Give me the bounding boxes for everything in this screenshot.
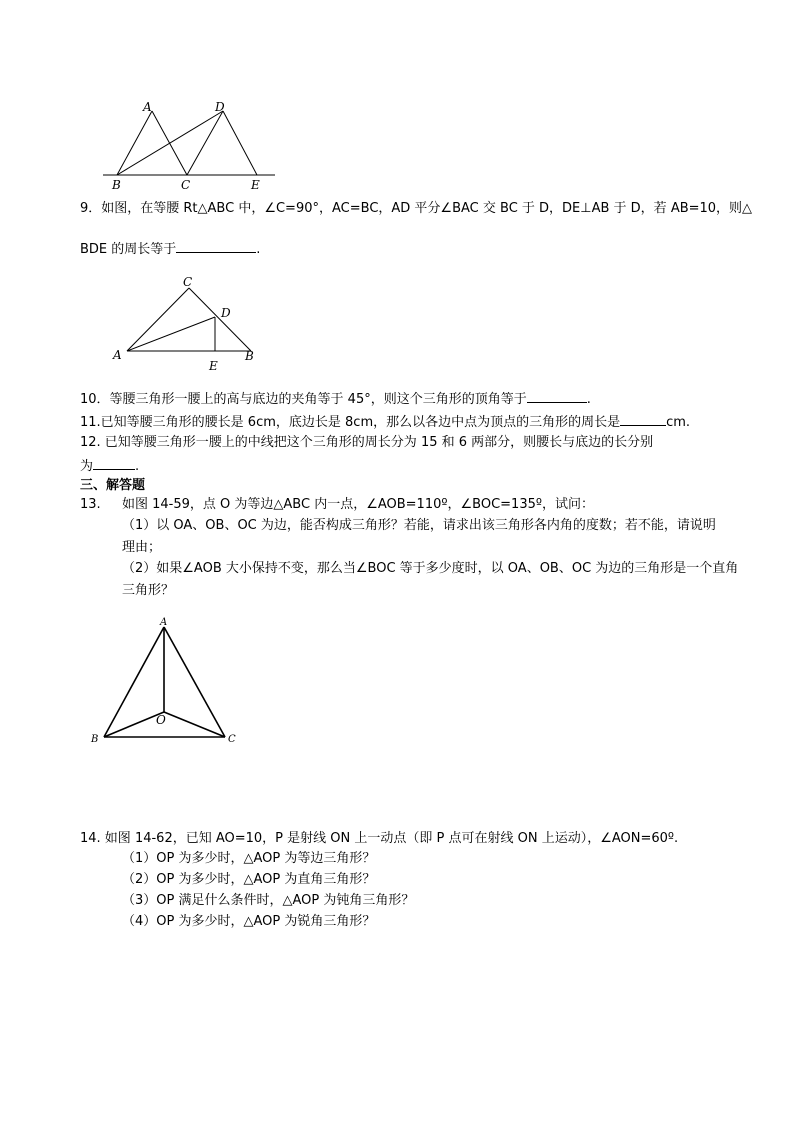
label-d: D (221, 306, 231, 320)
q13-part1-line1: （1）以 OA、OB、OC 为边，能否构成三角形？若能，请求出该三角形各内角的度数；若不能，请说明 (122, 518, 716, 533)
q14-part-4: （4）OP 为多少时，△AOP 为锐角三角形？ (122, 914, 376, 929)
q14-stem: 14. 如图 14-62，已知 AO=10，P 是射线 ON 上一动点（即 P 点可在射线 ON 上运动），∠AON=60º. (80, 831, 679, 846)
q12-answer-blank[interactable] (93, 457, 135, 470)
segment-ob (104, 712, 164, 737)
label-e: E (251, 178, 260, 192)
segment-de (223, 111, 257, 175)
q14-part-1: （1）OP 为多少时，△AOP 为等边三角形？ (122, 851, 376, 866)
label-e: E (209, 359, 218, 373)
section-title: 三、解答题 (80, 478, 146, 493)
q9-line2 (80, 240, 260, 258)
label-b: B (91, 734, 99, 745)
q9-line1: 9．如图，在等腰 Rt△ABC 中，∠C=90°，AC=BC，AD 平分∠BAC 交 BC 于 D，DE⊥AB 于 D，若 AB=10，则△ (80, 201, 753, 216)
label-c: C (183, 275, 193, 289)
q14-part-2: （2）OP 为多少时，△AOP 为直角三角形？ (122, 872, 376, 887)
q10-line (80, 390, 591, 408)
segment-ac (127, 288, 189, 351)
figure-q13-equilateral (88, 612, 248, 747)
label-b: B (245, 349, 254, 363)
label-d: D (215, 100, 225, 114)
label-c: C (181, 178, 191, 192)
q14-part-3: （3）OP 满足什么条件时，△AOP 为钝角三角形？ (122, 893, 415, 908)
label-c: C (228, 734, 236, 745)
q9-answer-blank[interactable] (176, 240, 256, 253)
q12-line1: 12. 已知等腰三角形一腰上的中线把这个三角形的周长分为 15 和 6 两部分，则腰长与底边的长分别 (80, 435, 654, 450)
q11-unit: cm. (666, 415, 691, 430)
figure-q9-triangle (105, 270, 270, 375)
q12-end: . (135, 459, 140, 474)
segment-ab (104, 627, 164, 737)
q11-line (80, 413, 690, 431)
label-a: A (160, 617, 168, 628)
q13-stem: 如图 14-59，点 O 为等边△ABC 内一点，∠AOB=110º，∠BOC=135º，试问： (122, 497, 594, 512)
q13-part2-line2: 三角形？ (122, 583, 175, 598)
q10-text: 10．等腰三角形一腰上的高与底边的夹角等于 45°，则这个三角形的顶角等于 (80, 392, 527, 407)
q12-line2 (80, 457, 139, 475)
segment-ad (127, 317, 215, 351)
q13-number: 13. (80, 497, 101, 512)
label-a: A (143, 100, 152, 114)
segment-bd (117, 111, 223, 175)
q9-line2-text: BDE 的周长等于 (80, 242, 177, 257)
figure-two-triangles (95, 95, 285, 195)
label-b: B (112, 178, 121, 192)
q11-text: 11.已知等腰三角形的腰长是 6cm，底边长是 8cm，那么以各边中点为顶点的三角形的周长是 (80, 415, 621, 430)
q13-part1-line2: 理由； (122, 540, 162, 555)
segment-cb (189, 288, 251, 351)
q9-end: . (256, 242, 261, 257)
q10-end: . (586, 392, 591, 407)
label-o: O (156, 713, 166, 727)
segment-oc (164, 712, 225, 737)
q11-answer-blank[interactable] (620, 413, 666, 426)
label-a: A (113, 348, 122, 362)
segment-ba (117, 111, 152, 175)
segment-ac (164, 627, 225, 737)
q10-answer-blank[interactable] (527, 390, 587, 403)
q13-part2-line1: （2）如果∠AOB 大小保持不变，那么当∠BOC 等于多少度时，以 OA、OB、OC 为边的三角形是一个直角 (122, 561, 739, 576)
segment-cd (187, 111, 223, 175)
q12-line2-text: 为 (80, 459, 94, 474)
